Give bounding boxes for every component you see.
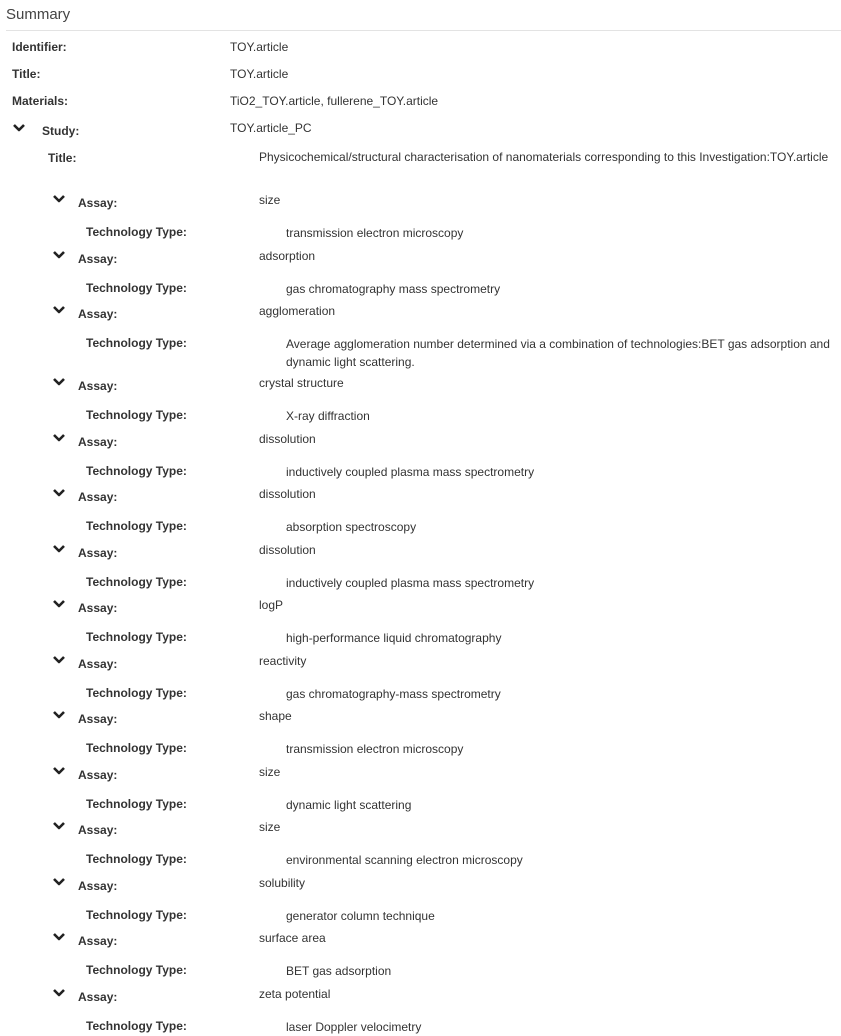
study-label: Study: xyxy=(42,124,80,138)
assay-chevron-down-icon[interactable] xyxy=(53,655,65,665)
technology-type-label: Technology Type: xyxy=(86,336,187,350)
technology-type-label: Technology Type: xyxy=(86,796,187,811)
technology-type-label: Technology Type: xyxy=(86,963,187,977)
study-title-value: Physicochemical/structural characterisation of nanomaterials corresponding to this Investigation:TOY.article xyxy=(259,150,829,164)
technology-type-value: environmental scanning electron microscopy xyxy=(286,853,523,867)
technology-type-value: high-performance liquid chromatography xyxy=(286,631,502,645)
assay-chevron-down-icon[interactable] xyxy=(53,377,65,387)
technology-type-value: gas chromatography-mass spectrometry xyxy=(286,686,501,701)
assay-value: crystal structure xyxy=(259,376,344,390)
assay-label: Assay: xyxy=(78,251,118,266)
assay-label: Assay: xyxy=(78,490,118,504)
technology-type-value: BET gas adsorption xyxy=(286,964,392,978)
assay-chevron-down-icon[interactable] xyxy=(53,821,65,831)
assay-label: Assay: xyxy=(78,379,118,393)
assay-value: surface area xyxy=(259,931,326,945)
assay-chevron-down-icon[interactable] xyxy=(53,988,65,998)
assay-value: agglomeration xyxy=(259,304,336,318)
technology-type-label: Technology Type: xyxy=(86,463,187,478)
technology-type-value: gas chromatography mass spectrometry xyxy=(286,281,501,296)
assay-chevron-down-icon[interactable] xyxy=(53,305,65,315)
assay-label: Assay: xyxy=(78,601,118,615)
assay-label: Assay: xyxy=(78,434,118,449)
identifier-label: Identifier: xyxy=(12,40,67,54)
technology-type-value: transmission electron microscopy xyxy=(286,226,464,240)
assay-value: shape xyxy=(259,709,292,723)
assay-chevron-down-icon[interactable] xyxy=(53,488,65,498)
title-label: Title: xyxy=(12,67,41,81)
technology-type-label: Technology Type: xyxy=(86,519,187,533)
technology-type-value: absorption spectroscopy xyxy=(286,520,417,534)
technology-type-value: Average agglomeration number determined via a combination of technologies:BET gas adsorption and dynamic light scattering. xyxy=(286,337,830,369)
identifier-value: TOY.article xyxy=(230,40,289,54)
assay-label: Assay: xyxy=(78,712,118,726)
assay-value: dissolution xyxy=(259,431,316,446)
assay-value: adsorption xyxy=(259,248,316,263)
materials-value: TiO2_TOY.article, fullerene_TOY.article xyxy=(230,94,439,108)
technology-type-label: Technology Type: xyxy=(86,852,187,866)
assay-chevron-down-icon[interactable] xyxy=(53,877,65,887)
assay-label: Assay: xyxy=(78,196,118,210)
assay-label: Assay: xyxy=(78,307,118,321)
assay-chevron-down-icon[interactable] xyxy=(53,766,65,776)
assay-chevron-down-icon[interactable] xyxy=(53,194,65,204)
technology-type-label: Technology Type: xyxy=(86,280,187,295)
assay-label: Assay: xyxy=(78,767,118,782)
study-value: TOY.article_PC xyxy=(230,121,312,135)
assay-chevron-down-icon[interactable] xyxy=(53,710,65,720)
assay-label: Assay: xyxy=(78,545,118,560)
assay-value: solubility xyxy=(259,875,306,890)
technology-type-label: Technology Type: xyxy=(86,630,187,644)
technology-type-value: X-ray diffraction xyxy=(286,409,370,423)
technology-type-label: Technology Type: xyxy=(86,408,187,422)
assay-label: Assay: xyxy=(78,823,118,837)
materials-label: Materials: xyxy=(12,94,69,108)
technology-type-label: Technology Type: xyxy=(86,1018,187,1033)
assay-value: reactivity xyxy=(259,653,307,668)
title-value: TOY.article xyxy=(230,67,289,81)
technology-type-label: Technology Type: xyxy=(86,907,187,922)
assay-label: Assay: xyxy=(78,878,118,893)
technology-type-label: Technology Type: xyxy=(86,574,187,589)
assay-value: dissolution xyxy=(259,542,316,557)
technology-type-label: Technology Type: xyxy=(86,685,187,700)
assay-value: logP xyxy=(259,598,284,612)
summary-title: Summary xyxy=(6,6,71,23)
assay-chevron-down-icon[interactable] xyxy=(53,250,65,260)
assay-label: Assay: xyxy=(78,934,118,948)
technology-type-value: dynamic light scattering xyxy=(286,797,412,812)
technology-type-value: transmission electron microscopy xyxy=(286,742,464,756)
assay-label: Assay: xyxy=(78,989,118,1004)
technology-type-label: Technology Type: xyxy=(86,741,187,755)
assay-value: size xyxy=(259,820,281,834)
assay-chevron-down-icon[interactable] xyxy=(53,433,65,443)
study-title-label: Title: xyxy=(48,151,77,165)
assay-value: zeta potential xyxy=(259,986,331,1001)
study-chevron-down-icon[interactable] xyxy=(13,123,25,133)
assay-chevron-down-icon[interactable] xyxy=(53,599,65,609)
assay-chevron-down-icon[interactable] xyxy=(53,544,65,554)
assay-chevron-down-icon[interactable] xyxy=(53,932,65,942)
assay-value: size xyxy=(259,193,281,207)
technology-type-value: generator column technique xyxy=(286,908,435,923)
assay-value: size xyxy=(259,764,281,779)
assay-value: dissolution xyxy=(259,487,316,501)
summary-header xyxy=(6,0,841,31)
technology-type-label: Technology Type: xyxy=(86,225,187,239)
technology-type-value: inductively coupled plasma mass spectrometry xyxy=(286,464,535,479)
assay-label: Assay: xyxy=(78,656,118,671)
technology-type-value: laser Doppler velocimetry xyxy=(286,1019,422,1034)
technology-type-value: inductively coupled plasma mass spectrometry xyxy=(286,575,535,590)
